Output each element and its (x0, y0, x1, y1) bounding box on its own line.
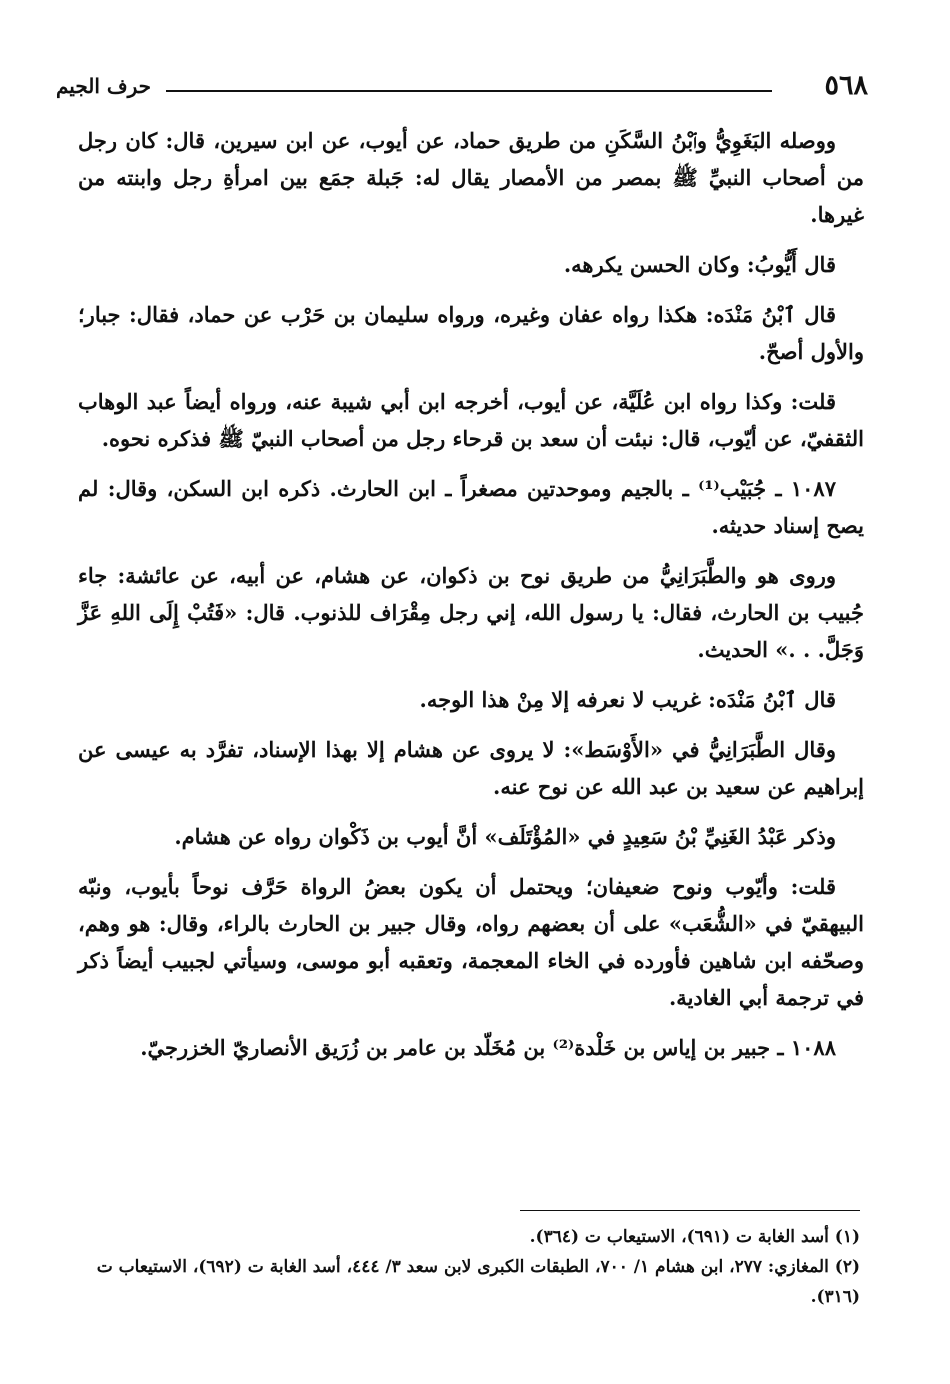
page-number: ٥٦٨ (824, 70, 868, 101)
paragraph: قال أَيُّوبُ: وكان الحسن يكرهه. (563, 252, 836, 277)
paragraph: قلت: وأيّوب ونوح ضعيفان؛ ويحتمل أن يكون بعضُ الرواة حَرَّف نوحاً بأيوب، ونبّه البيهقيّ في «الشُّعَب» على أن بعضهم رواه، وقال جبير بن الحارث بالراء، وقال: هو وهم، وصحّفه ابن شاهين فأورده في الخاء المعجمة، وتعقبه أبو موسى، وسيأتي لجبيب أيضاً ذكر في ترجمة أبي الغادية. (78, 874, 864, 1010)
running-header (56, 66, 868, 106)
main-text (78, 122, 864, 1079)
header-rule (166, 90, 772, 92)
chapter-title: حرف الجيم (56, 74, 151, 98)
paragraph: وقال الطَّبَرَانِيُّ في «الأَوْسَط»: لا يروى عن هشام إلا بهذا الإسناد، تفرَّد به عيسى عن إبراهيم عن سعيد بن عبد الله عن نوح عنه. (78, 737, 864, 799)
paragraph: قلت: وكذا رواه ابن عُلَيَّة، عن أيوب، أخرجه ابن أبي شيبة عنه، ورواه أيضاً عبد الوهاب الثقفيّ، عن أيّوب، قال: نبئت أن سعد بن قرحاء رجل من أصحاب النبيّ ﷺ فذكره نحوه. (78, 389, 864, 451)
footnote-2: (٢) المغازي: ٢٧٧، ابن هشام ١/ ٧٠٠، الطبقات الكبرى لابن سعد ٣/ ٤٤٤، أسد الغابة ت (٦٩٢)، الاستيعاب ت (٣١٦). (96, 1257, 860, 1307)
paragraph: وذكر عَبْدُ الغَنِيِّ بْنُ سَعِيدٍ في «المُؤْتَلَف» أنَّ أيوب بن ذَكْوان رواه عن هشام. (174, 824, 836, 849)
entry-1088: ١٠٨٨ ـ جبير بن إياس بن خَلْدة⁽²⁾ بن مُخَلّد بن عامر بن زُرَيق الأنصاريّ الخزرجيّ. (140, 1035, 836, 1060)
footnote-1: (١) أسد الغابة ت (٦٩١)، الاستيعاب ت (٣٦٤). (529, 1227, 860, 1247)
paragraph: وروى هو والطَّبَرَانِيُّ من طريق نوح بن ذكوان، عن هشام، عن أبيه، عن عائشة: جاء جُبيب بن الحارث، فقال: يا رسول الله، إني رجل مِقْرَاف للذنوب. قال: «فَتُبْ إِلَى اللهِ عَزَّ وَجَلَّ. . .» الحديث. (78, 563, 864, 662)
footnote-rule (520, 1210, 860, 1211)
paragraph: ووصله البَغَوِيُّ وٱبْنُ السَّكَنِ من طريق حماد، عن أيوب، عن ابن سيرين، قال: كان رجل من أصحاب النبيِّ ﷺ بمصر من الأمصار يقال له: جَبلة جمَع بين امرأةِ رجل وابنته من غيرها. (78, 128, 864, 227)
paragraph: قال ٱبْنُ مَنْدَه: غريب لا نعرفه إلا مِنْ هذا الوجه. (419, 687, 836, 712)
paragraph: قال ٱبْنُ مَنْدَه: هكذا رواه عفان وغيره، ورواه سليمان بن حَرْب عن حماد، فقال: جبار؛ والأول أصحّ. (78, 302, 864, 364)
entry-1087: ١٠٨٧ ـ جُبَيْب⁽¹⁾ ـ بالجيم وموحدتين مصغراً ـ ابن الحارث. ذكره ابن السكن، وقال: لم يصح إسناد حديثه. (78, 476, 864, 538)
footnotes (78, 1222, 860, 1312)
